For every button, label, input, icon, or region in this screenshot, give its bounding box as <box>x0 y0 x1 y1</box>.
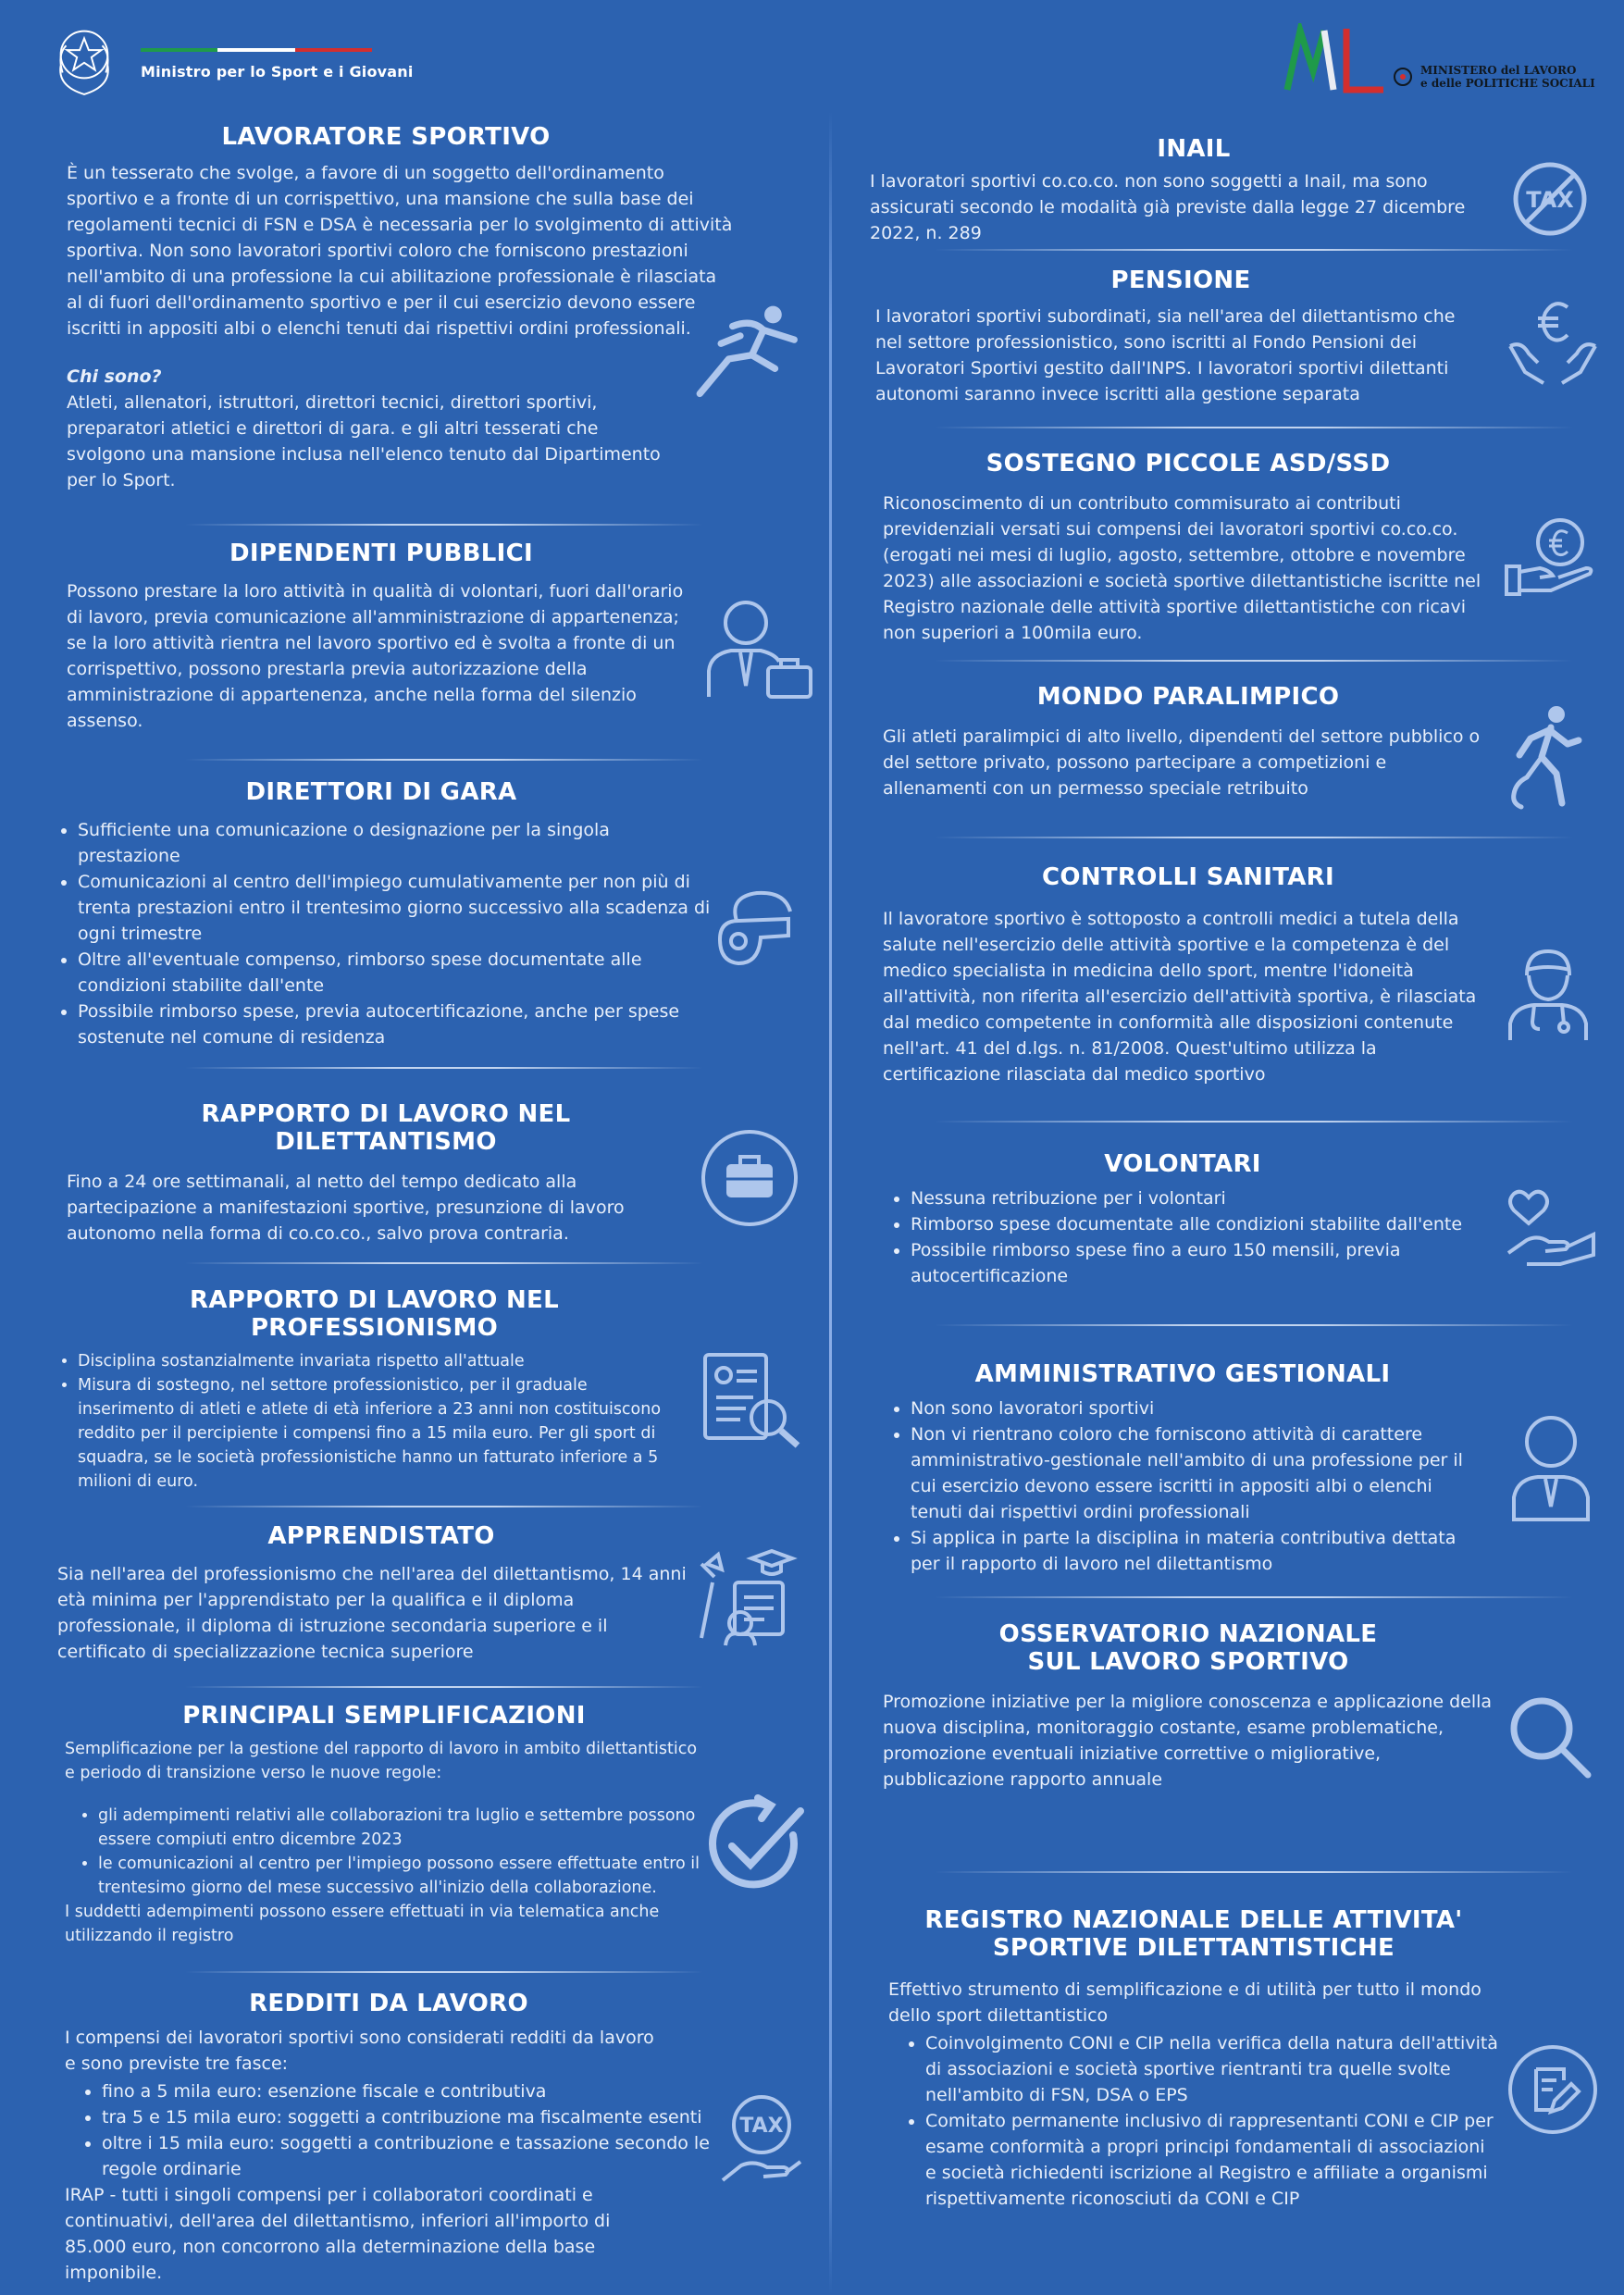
list-item: • Coinvolgimento CONI e CIP nella verifica della natura dell'attività di associazioni e società sportive rientranti tra quelle svolte nell'ambito di FSN, DSA o EPS <box>925 2030 1499 2108</box>
doctor-icon <box>1506 946 1590 1042</box>
column-divider <box>829 111 832 2295</box>
separator <box>935 1121 1573 1123</box>
list-item: • Comitato permanente inclusivo di rappresentanti CONI e CIP per esame conformità a propri principi fondamentali di associazioni e società richiedenti iscrizione al Registro e affiliate a organismi rispettivamente riconosciuti da CONI e CIP <box>925 2108 1499 2212</box>
section-intro: I compensi dei lavoratori sportivi sono considerati redditi da lavoro e sono previste tre fasce: <box>65 2028 654 2074</box>
separator <box>935 1871 1573 1873</box>
ministry-labour-logo <box>1280 23 1391 97</box>
list-item: • Disciplina sostanzialmente invariata rispetto all'attuale <box>78 1349 679 1373</box>
separator <box>185 759 703 761</box>
bullet-list <box>65 1804 709 1900</box>
section-outro: I suddetti adempimenti possono essere effettuati in via telematica anche utilizzando il registro <box>65 1903 660 1945</box>
section-title: VOLONTARI <box>1104 1150 1261 1178</box>
separator <box>185 1686 703 1688</box>
section-text: Possono prestare la loro attività in qualità di volontari, fuori dall'orario di lavoro, previa comunicazione all'amministrazione di appartenenza; se la loro attività rientra nel lavoro sportivo ed è svolta a fronte di un corrispettivo, possono prestarla previa autorizzazione della amministrazione di appartenenza, anche nella forma del silenzio assenso. <box>67 581 684 731</box>
heart-hand-icon <box>1505 1188 1597 1268</box>
checkmark-refresh-icon <box>700 1791 810 1900</box>
separator <box>935 427 1573 428</box>
section-intro: Effettivo strumento di semplificazione e di utilità per tutto il mondo dello sport dilettantistico <box>888 1979 1481 2026</box>
bullet-list <box>57 1349 679 1494</box>
section-text: È un tesserato che svolge, a favore di un soggetto dell'ordinamento sportivo e a fronte di un corrispettivo, una mansione che sulla base dei regolamenti tecnici di FSN e DSA è necessaria per lo svolgimento di attività sportiva. Non sono lavoratori sportivi coloro che forniscono prestazioni nell'ambito di una professione la cui abilitazione professionale è rilasciata al di fuori dell'ordinamento sportivo e per il cui esercizio devono essere iscritti in appositi albi o elenchi tenuti dai rispettivi ordini professionali. <box>67 163 733 339</box>
separator <box>185 1506 703 1507</box>
list-item: • Non sono lavoratori sportivi <box>911 1396 1475 1421</box>
paralympic-runner-icon <box>1503 703 1584 811</box>
section-rapporto-professionismo <box>57 1286 719 1494</box>
ministry-labour-name: MINISTERO del LAVORO e delle POLITICHE SOCIALI <box>1420 64 1595 90</box>
section-title: AMMINISTRATIVO GESTIONALI <box>974 1360 1391 1388</box>
who-text: Atleti, allenatori, istruttori, direttori tecnici, direttori sportivi, preparatori atletici e direttori di gara. e gli altri tesserati che svolgono una mansione inclusa nell'elenco tenuto dal Dipartimento per lo Sport. <box>67 392 661 490</box>
italian-republic-emblem-icon <box>48 19 120 100</box>
section-title: LAVORATORE SPORTIVO <box>221 123 551 151</box>
list-item: • Misura di sostegno, nel settore professionistico, per il graduale inserimento di atleti e atlete di età inferiore a 23 anni non costituiscono reddito per il percipiente i compensi fino a 15 mila euro. Per gli sport di squadra, se le società professionistiche hanno un fatturato inferiore a 5 milioni di euro. <box>78 1373 679 1494</box>
section-amministrativo-gestionali <box>877 1360 1525 1577</box>
section-direttori-di-gara <box>57 778 711 1050</box>
section-text: Il lavoratore sportivo è sottoposto a controlli medici a tutela della salute nell'esercizio delle attività sportive e la competenza è del medico specialista in medicina dello sport, mentre l'idoneità all'attività, non riferita all'esercizio dell'attività sportiva, è rilasciata dal medico competente in conformità alle disposizioni contenute nell'art. 41 del d.lgs. n. 81/2008. Quest'ultimo utilizza la certificazione rilasciata dal medico sportivo <box>883 909 1477 1085</box>
section-controlli-sanitari <box>883 863 1531 1087</box>
section-redditi-da-lavoro <box>65 1990 713 2286</box>
office-worker-icon <box>703 597 814 701</box>
section-lavoratore-sportivo <box>67 123 733 493</box>
separator <box>935 660 1573 662</box>
section-apprendistato <box>57 1522 705 1665</box>
tax-label: TAX <box>739 2115 784 2138</box>
who-label: Chi sono? <box>67 366 162 387</box>
list-item: • Possibile rimborso spese fino a euro 150 mensili, previa autocertificazione <box>911 1237 1503 1289</box>
edit-document-icon <box>1506 2043 1599 2136</box>
bullet-list <box>877 1185 1503 1289</box>
section-intro: Semplificazione per la gestione del rapporto di lavoro in ambito dilettantistico e periodo di transizione verso le nuove regole: <box>65 1740 698 1782</box>
section-text: I lavoratori sportivi co.co.co. non sono soggetti a Inail, ma sono assicurati secondo le modalità già previste dalla legge 27 dicembre 2022, n. 289 <box>870 171 1466 243</box>
section-osservatorio-nazionale <box>883 1620 1531 1793</box>
tax-label: TAX <box>1526 187 1574 213</box>
list-item: • Rimborso spese documentate alle condizioni stabilite dall'ente <box>911 1211 1503 1237</box>
separator <box>185 1971 703 1973</box>
section-title: OSSERVATORIO NAZIONALE SUL LAVORO SPORTIVO <box>998 1620 1378 1676</box>
section-text: Sia nell'area del professionismo che nell'area del dilettantismo, 14 anni età minima per l'apprendistato per la qualifica e il diploma professionale, il diploma di istruzione secondaria superiore e il certificato di specializzazione tecnica superiore <box>57 1564 687 1662</box>
runner-icon <box>694 301 810 398</box>
no-tax-icon <box>1511 160 1589 238</box>
separator <box>185 1262 703 1264</box>
section-rapporto-dilettantismo <box>67 1100 705 1247</box>
republic-seal-icon <box>1393 67 1413 87</box>
list-item: • Sufficiente una comunicazione o designazione per la singola prestazione <box>78 817 716 869</box>
list-item: • le comunicazioni al centro per l'impiego possono essere effettuate entro il trentesimo giorno del mese successivo all'inizio della collaborazione. <box>98 1852 709 1900</box>
list-item: • Si applica in parte la disciplina in materia contributiva dettata per il rapporto di lavoro nel dilettantismo <box>911 1525 1475 1577</box>
bullet-list <box>65 2078 713 2182</box>
separator <box>935 837 1573 838</box>
businessman-icon <box>1510 1414 1592 1521</box>
separator <box>935 249 1573 251</box>
section-title: REDDITI DA LAVORO <box>249 1990 528 2017</box>
bullet-list <box>877 1396 1475 1577</box>
euro-coin-hand-icon <box>1503 515 1595 600</box>
separator <box>935 1596 1573 1598</box>
section-title: MONDO PARALIMPICO <box>1036 683 1340 711</box>
section-text: Fino a 24 ore settimanali, al netto del tempo dedicato alla partecipazione a manifestazioni sportive, presunzione di lavoro autonomo nella forma di co.co.co., salvo prova contraria. <box>67 1172 625 1244</box>
list-item: • fino a 5 mila euro: esenzione fiscale e contributiva <box>102 2078 713 2104</box>
section-text: Gli atleti paralimpici di alto livello, dipendenti del settore pubblico o del settore privato, possono partecipare a competizioni e allenamenti con un permesso speciale retribuito <box>883 726 1481 799</box>
apprentice-tools-icon <box>694 1545 798 1649</box>
section-title: SOSTEGNO PICCOLE ASD/SSD <box>986 450 1391 478</box>
section-text: Promozione iniziative per la migliore conoscenza e applicazione della nuova disciplina, monitoraggio costante, esame problematiche, promozione eventuali iniziative correttive o migliorative, pubblicazione rapporto annuale <box>883 1692 1493 1790</box>
section-outro: IRAP - tutti i singoli compensi per i collaboratori coordinati e continuativi, dell'area del dilettantismo, inferiori all'importo di 85.000 euro, non concorrono alla determinazione della base imponibile. <box>65 2185 611 2283</box>
section-title: DIRETTORI DI GARA <box>245 778 517 806</box>
section-dipendenti-pubblici <box>67 540 696 734</box>
list-item: • Oltre all'eventuale compenso, rimborso spese documentate alle condizioni stabilite dall'ente <box>78 947 716 999</box>
ministry-sport-name: Ministro per lo Sport e i Giovani <box>141 63 414 81</box>
separator <box>935 1324 1573 1326</box>
euro-hands-icon <box>1506 294 1599 389</box>
section-sostegno-piccole-asd <box>883 450 1531 646</box>
section-title: INAIL <box>1157 135 1231 163</box>
whistle-icon <box>711 884 803 976</box>
list-item: • oltre i 15 mila euro: soggetti a contribuzione e tassazione secondo le regole ordinarie <box>102 2130 713 2182</box>
separator <box>185 1067 703 1069</box>
magnifier-icon <box>1506 1693 1593 1780</box>
section-title: RAPPORTO DI LAVORO NEL PROFESSIONISMO <box>190 1286 559 1342</box>
section-inail <box>870 135 1518 246</box>
briefcase-icon <box>699 1127 800 1229</box>
document-search-icon <box>700 1349 803 1451</box>
section-title: DIPENDENTI PUBBLICI <box>229 540 533 567</box>
section-title: REGISTRO NAZIONALE DELLE ATTIVITA' SPORTIVE DILETTANTISTICHE <box>924 1906 1463 1962</box>
list-item: • Comunicazioni al centro dell'impiego cumulativamente per non più di trenta prestazioni entro il trentesimo giorno successivo alla scadenza di ogni trimestre <box>78 869 716 947</box>
section-title: PRINCIPALI SEMPLIFICAZIONI <box>182 1702 586 1730</box>
section-registro-nazionale <box>888 1906 1536 2212</box>
bullet-list <box>57 817 716 1050</box>
section-title: CONTROLLI SANITARI <box>1042 863 1334 891</box>
section-text: Riconoscimento di un contributo commisurato ai contributi previdenziali versati sui compensi dei lavoratori sportivi co.co.co. (erogati nei mesi di luglio, agosto, settembre, ottobre e novembre 2023) alle associazioni e società sportive dilettantistiche iscritte nel Registro nazionale delle attività sportive dilettantistiche con ricavi non superiori a 100mila euro. <box>883 493 1481 643</box>
separator <box>185 524 703 526</box>
list-item: • Nessuna retribuzione per i volontari <box>911 1185 1503 1211</box>
section-title: APPRENDISTATO <box>267 1522 495 1550</box>
section-text: I lavoratori sportivi subordinati, sia nell'area del dilettantismo che nel settore professionistico, sono iscritti al Fondo Pensioni dei Lavoratori Sportivi gestito dall'INPS. I lavoratori sportivi dilettanti autonomi saranno invece iscritti alla gestione separata <box>875 306 1456 404</box>
section-pensione <box>875 267 1523 407</box>
italian-tricolor-line <box>141 48 372 52</box>
section-volontari <box>877 1150 1525 1289</box>
list-item: • tra 5 e 15 mila euro: soggetti a contribuzione ma fiscalmente esenti <box>102 2104 713 2130</box>
section-mondo-paralimpico <box>883 683 1531 801</box>
bullet-list <box>888 2030 1499 2212</box>
list-item: • Possibile rimborso spese, previa autocertificazione, anche per spese sostenute nel comune di residenza <box>78 999 716 1050</box>
section-title: PENSIONE <box>1110 267 1251 294</box>
list-item: • gli adempimenti relativi alle collaborazioni tra luglio e settembre possono essere compiuti entro dicembre 2023 <box>98 1804 709 1852</box>
tax-hand-icon <box>717 2091 805 2189</box>
list-item: • Non vi rientrano coloro che forniscono attività di carattere amministrativo-gestionale nell'ambito di una professione per il cui esercizio devono essere iscritti in appositi albi o elenchi tenuti dai rispettivi ordini professionali <box>911 1421 1475 1525</box>
section-title: RAPPORTO DI LAVORO NEL DILETTANTISMO <box>201 1100 571 1156</box>
section-principali-semplificazioni <box>65 1702 703 1948</box>
